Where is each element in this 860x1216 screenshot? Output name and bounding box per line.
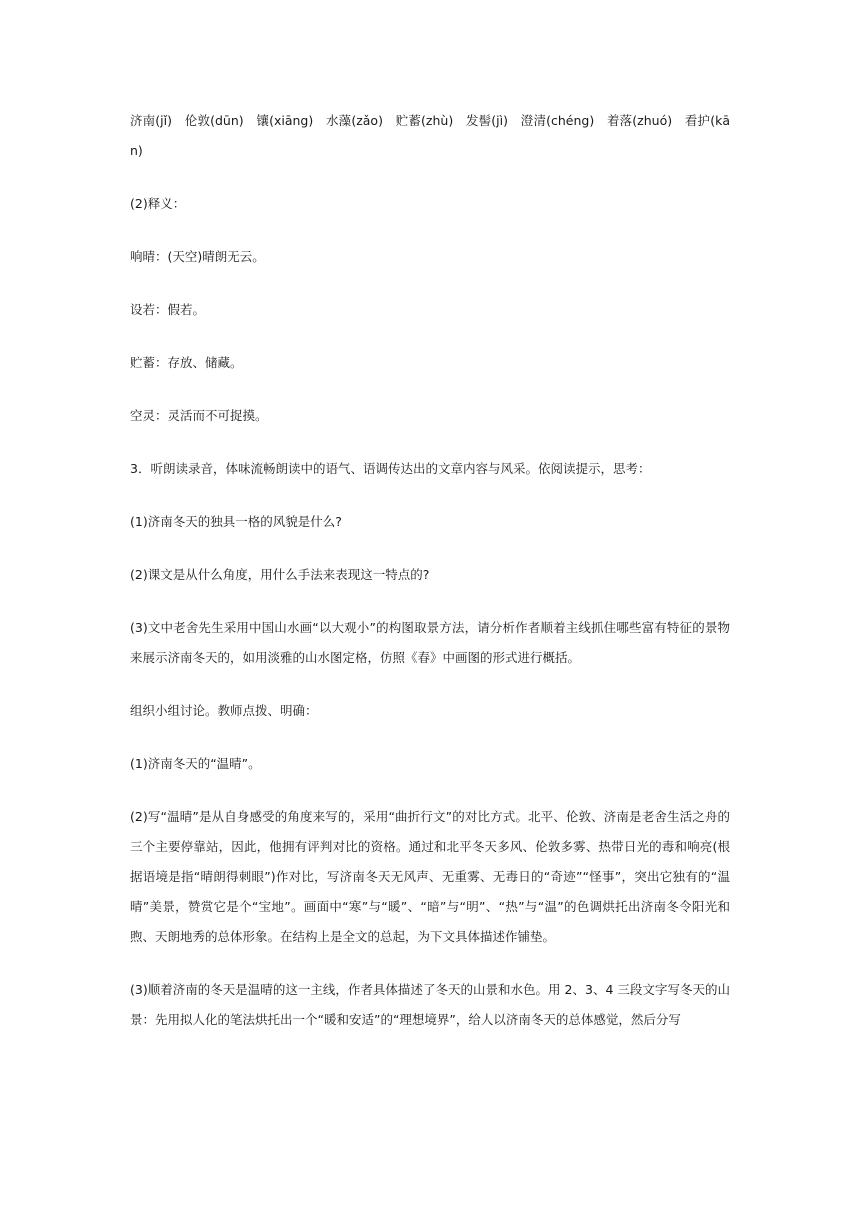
pronunciation-list: 济南(jǐ) 伦敦(dūn) 镶(xiāng) 水藻(zǎo) 贮蓄(zhù) 发髻(jì) 澄清(chéng) 着落(zhuó) 看护(kān) (130, 113, 730, 158)
answer-item: (3)顺着济南的冬天是温晴的这一主线，作者具体描述了冬天的山景和水色。用 2、3、4 三段文字写冬天的山景：先用拟人化的笔法烘托出一个“暖和安适”的“理想境界”，给人以济南冬天的总体感觉，然后分写 (130, 982, 730, 1027)
task-instruction: 3．听朗读录音，体味流畅朗读中的语气、语调传达出的文章内容与风采。依阅读提示，思考： (130, 461, 651, 476)
question-item: (1)济南冬天的独具一格的风貌是什么? (130, 514, 342, 529)
question-item: (2)课文是从什么角度，用什么手法来表现这一特点的? (130, 567, 430, 582)
discussion-note: 组织小组讨论。教师点拨、明确： (130, 703, 318, 718)
document-body (130, 106, 730, 1058)
definition-item: 响晴：(天空)晴朗无云。 (130, 249, 265, 264)
definition-item: 贮蓄：存放、储藏。 (130, 355, 243, 370)
question-item: (3)文中老舍先生采用中国山水画“以大观小”的构图取景方法，请分析作者顺着主线抓住哪些富有特征的景物来展示济南冬天的，如用淡雅的山水图定格，仿照《春》中画图的形式进行概括。 (130, 620, 730, 665)
definitions-heading: (2)释义： (130, 196, 186, 211)
answer-item: (2)写“温晴”是从自身感受的角度来写的，采用“曲折行文”的对比方式。北平、伦敦、济南是老舍生活之舟的三个主要停靠站，因此，他拥有评判对比的资格。通过和北平冬天多风、伦敦多雾、热带日光的毒和响亮(根据语境是指“晴朗得刺眼”)作对比，写济南冬天无风声、无重雾、无毒日的“奇迹”“怪事”，突出它独有的“温晴”美景，赞赏它是个“宝地”。画面中“寒”与“暖”、“暗”与“明”、“热”与“温”的色调烘托出济南冬令阳光和煦、天朗地秀的总体形象。在结构上是全文的总起，为下文具体描述作铺垫。 (130, 809, 730, 944)
definition-item: 空灵：灵活而不可捉摸。 (130, 408, 268, 423)
definition-item: 设若：假若。 (130, 302, 206, 317)
answer-item: (1)济南冬天的“温晴”。 (130, 756, 261, 771)
